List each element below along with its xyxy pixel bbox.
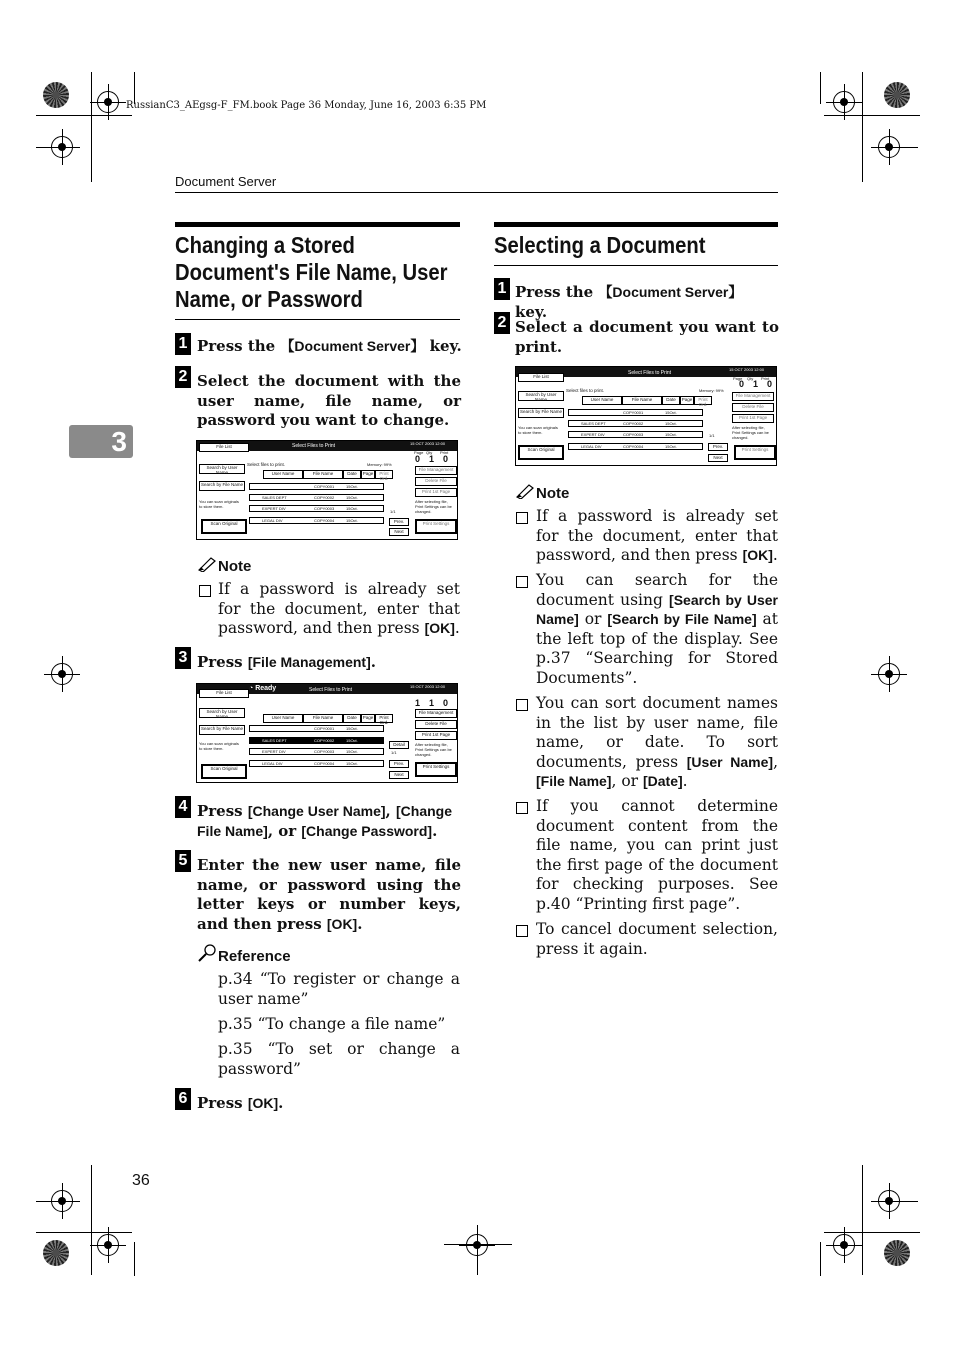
screen-title: Select Files to Print [292,443,336,449]
step-number: 5 [175,850,191,872]
table-row: EXPERT DIV COPY0003 15Oct. [249,748,384,755]
table-row: EXPERT DIV COPY0003 15Oct. [249,505,384,512]
running-head: Document Server [175,174,277,189]
page-label: Page [733,376,743,381]
print-first-page-button: Print 1st Page [415,488,457,497]
search-file-button: Search by File Name [518,408,564,418]
col-print-order: Print Ord. [375,714,393,723]
reference-link[interactable]: p.35 “To set or change a password” [218,1040,460,1078]
delete-file-button: Delete File [415,477,457,486]
step-number: 2 [494,312,510,334]
chapter-tab: 3 [69,425,133,458]
crosshair-icon [833,1234,855,1256]
print-settings-button: Print Settings [415,519,457,534]
registration-disc-icon [884,82,910,108]
col-date: Date [662,396,680,405]
qty-value: 1 [753,379,759,389]
step-text: Press [OK]. [197,1094,284,1112]
note-text: If a password is already set for the document, enter that password, and then press [OK]. [218,580,460,637]
note-text: If a password is already set for the document, enter that password, and then press [OK]. [536,507,778,564]
table-row-selected: SALES DEPT COPY0002 15Oct. [249,737,384,744]
registration-disc-icon [43,82,69,108]
magnifier-icon [197,944,217,962]
print-first-page-button: Print 1st Page [732,414,774,423]
note-checkbox-icon [516,699,528,711]
note-text: If you cannot determine document content from the file name, you can print just the first page of the document for checking purposes. See p.40 “Printing first page”. [536,797,778,913]
search-file-button: Search by File Name [199,725,245,735]
pencil-icon [197,556,217,572]
search-user-button: Search by User Name [199,464,245,474]
col-date: Date [343,714,361,723]
qty-value: 1 [429,454,435,464]
col-user-name: User Name [263,714,303,723]
note-heading: Note [218,558,252,575]
heading-underline [494,265,778,266]
crosshair-icon [878,136,900,158]
scan-original-button: Scan Original [518,445,564,460]
col-page: Page [680,396,694,405]
page-number: 36 [132,1172,150,1189]
qty-label: Qty [426,450,433,455]
crosshair-icon [466,1234,488,1256]
next-button: Next [708,454,728,462]
step-text: Select the document with the user name, file name, or password you want to change. [197,372,461,429]
print-label: Print [440,450,449,455]
qty-value: 1 [429,698,435,708]
delete-file-button: Delete File [732,403,774,412]
detail-button: Detail [389,741,409,749]
section-rule [175,222,460,227]
note-checkbox-icon [516,802,528,814]
print-label: Print [440,695,449,700]
step-text: Select a document you want to print. [515,318,779,356]
file-management-button: File Management [415,709,457,718]
step-number: 6 [175,1088,191,1110]
note-heading: Note [536,485,570,502]
table-row: LEGAL DIV COPY0004 15Oct. [568,443,703,450]
screen-capture-file-list [196,440,458,540]
file-management-button: File Management [415,466,457,475]
delete-file-button: Delete File [415,720,457,729]
reference-heading: Reference [218,948,291,965]
step-text: Press [Change User Name], [Change File Name], or [Change Password]. [197,802,452,840]
memory-status: Memory: 99% [367,462,392,467]
note-text: You can sort document names in the list by user name, file name, or date. To sort documents, press [User Name], [File Name], or [Date]. [536,694,778,790]
scan-original-button: Scan Original [201,764,247,779]
note-checkbox-icon [516,512,528,524]
col-user-name: User Name [582,396,622,405]
print-settings-button: Print Settings [415,762,457,777]
step-text: Press the 【Document Server】 key. [197,337,462,355]
screen-datetime: 15 OCT 2003 12:00 [410,684,446,689]
registration-disc-icon [884,1240,910,1266]
file-management-button: File Management [732,392,774,401]
table-row: SALES DEPT COPY0002 15Oct. [568,420,703,427]
step-number: 3 [175,647,191,669]
crosshair-icon [97,91,119,113]
page-label: Page [414,695,424,700]
scan-note: You can scan originals to store them. [199,499,239,509]
col-file-name: File Name [303,714,343,723]
table-row: LEGAL DIV COPY0004 15Oct. [249,517,384,524]
page-count: 1/1 [391,750,397,755]
col-file-name: File Name [303,470,343,479]
table-row: COPY0001 15Oct. [249,725,384,732]
crosshair-icon [51,136,73,158]
table-row: COPY0001 15Oct. [568,409,703,416]
col-print-order: Print Ord. [375,470,393,479]
print-value: 0 [443,454,449,464]
print-first-page-button: Print 1st Page [415,731,457,740]
col-page: Page [361,714,375,723]
print-value: 0 [443,698,449,708]
after-select-note: After selecting file, Print Settings can be changed. [732,425,769,440]
step-number: 2 [175,366,191,388]
section-heading: Selecting a Document [494,232,706,258]
crosshair-icon [51,663,73,685]
note-checkbox-icon [516,576,528,588]
step-number: 1 [175,333,191,355]
after-select-note: After selecting file, Print Settings can be changed. [415,742,452,757]
page-value: 0 [739,379,745,389]
header-rule [175,192,778,193]
reference-link[interactable]: p.34 “To register or change a user name” [218,970,460,1008]
screen-title: Select Files to Print [628,370,672,376]
select-prompt: Select files to print. [566,388,605,393]
next-button: Next [389,771,409,779]
scan-note: You can scan originals to store them. [518,425,558,435]
prev-button: Prev. [389,518,409,526]
table-row: EXPERT DIV COPY0003 15Oct. [568,431,703,438]
file-list-tab: File List [518,373,564,382]
page-count: 1/1 [709,433,715,438]
note-text: You can search for the document using [Search by User Name] or [Search by File Name] at the left top of the display. See p.37 “Searching for Stored Documents”. [536,571,779,687]
scan-note: You can scan originals to store them. [199,741,239,751]
file-list-tab: File List [199,689,249,698]
page-value: 0 [415,454,421,464]
crosshair-icon [833,91,855,113]
crosshair-icon [878,1190,900,1212]
step-text: Press [File Management]. [197,653,376,671]
section-heading: Changing a Stored Document's File Name, User Name, or Password [175,232,448,312]
search-file-button: Search by File Name [199,481,245,491]
col-page: Page [361,470,375,479]
step-text: Press the 【Document Server】 key. [515,283,743,321]
table-row: COPY0001 15Oct. [249,483,384,490]
col-print-order: Print Ord. [694,396,712,405]
step-number: 1 [494,278,510,300]
file-list-tab: File List [199,443,249,452]
section-rule [494,222,778,227]
next-button: Next [389,528,409,536]
page-count: 1/1 [390,509,396,514]
col-user-name: User Name [263,470,303,479]
step-number: 4 [175,796,191,818]
crosshair-icon [51,1190,73,1212]
search-user-button: Search by User Name [518,391,564,401]
memory-status: Memory: 99% [699,388,724,393]
crosshair-icon [878,663,900,685]
screen-title: Select Files to Print [309,687,353,693]
page-value: 1 [415,698,421,708]
prev-button: Prev. [389,760,409,768]
note-text: To cancel document selection, press it again. [536,920,778,958]
print-label: Print [761,376,770,381]
screen-capture-select-files [515,366,777,466]
col-date: Date [343,470,361,479]
scan-original-button: Scan Original [201,519,247,534]
screen-datetime: 15 OCT 2003 12:00 [410,441,446,446]
qty-label: Qty [747,376,754,381]
prev-button: Prev. [708,443,728,451]
crosshair-icon [97,1234,119,1256]
table-row: LEGAL DIV COPY0004 15Oct. [249,760,384,767]
screen-datetime: 15 OCT 2003 12:00 [729,367,765,372]
reference-link[interactable]: p.35 “To change a file name” [218,1015,446,1033]
search-user-button: Search by User Name [199,708,245,718]
note-checkbox-icon [199,585,211,597]
ready-status: ◔ Ready [249,685,277,692]
table-row: SALES DEPT COPY0002 15Oct. [249,494,384,501]
heading-underline [175,319,460,320]
screen-capture-file-management [196,683,458,783]
step-text: Enter the new user name, file name, or password using the letter keys or number keys, and then press [OK]. [197,856,461,933]
col-file-name: File Name [622,396,662,405]
registration-disc-icon [43,1240,69,1266]
print-value: 0 [767,379,773,389]
qty-label: Qty [426,695,433,700]
page-label: Page [414,450,424,455]
pencil-icon [515,483,535,499]
note-checkbox-icon [516,925,528,937]
print-settings-button: Print Settings [734,445,776,460]
select-prompt: Select files to print. [247,462,286,467]
after-select-note: After selecting file, Print Settings can be changed. [415,499,452,514]
file-info: RussianC3_AEgsg-F_FM.book Page 36 Monday, June 16, 2003 6:35 PM [126,100,487,111]
